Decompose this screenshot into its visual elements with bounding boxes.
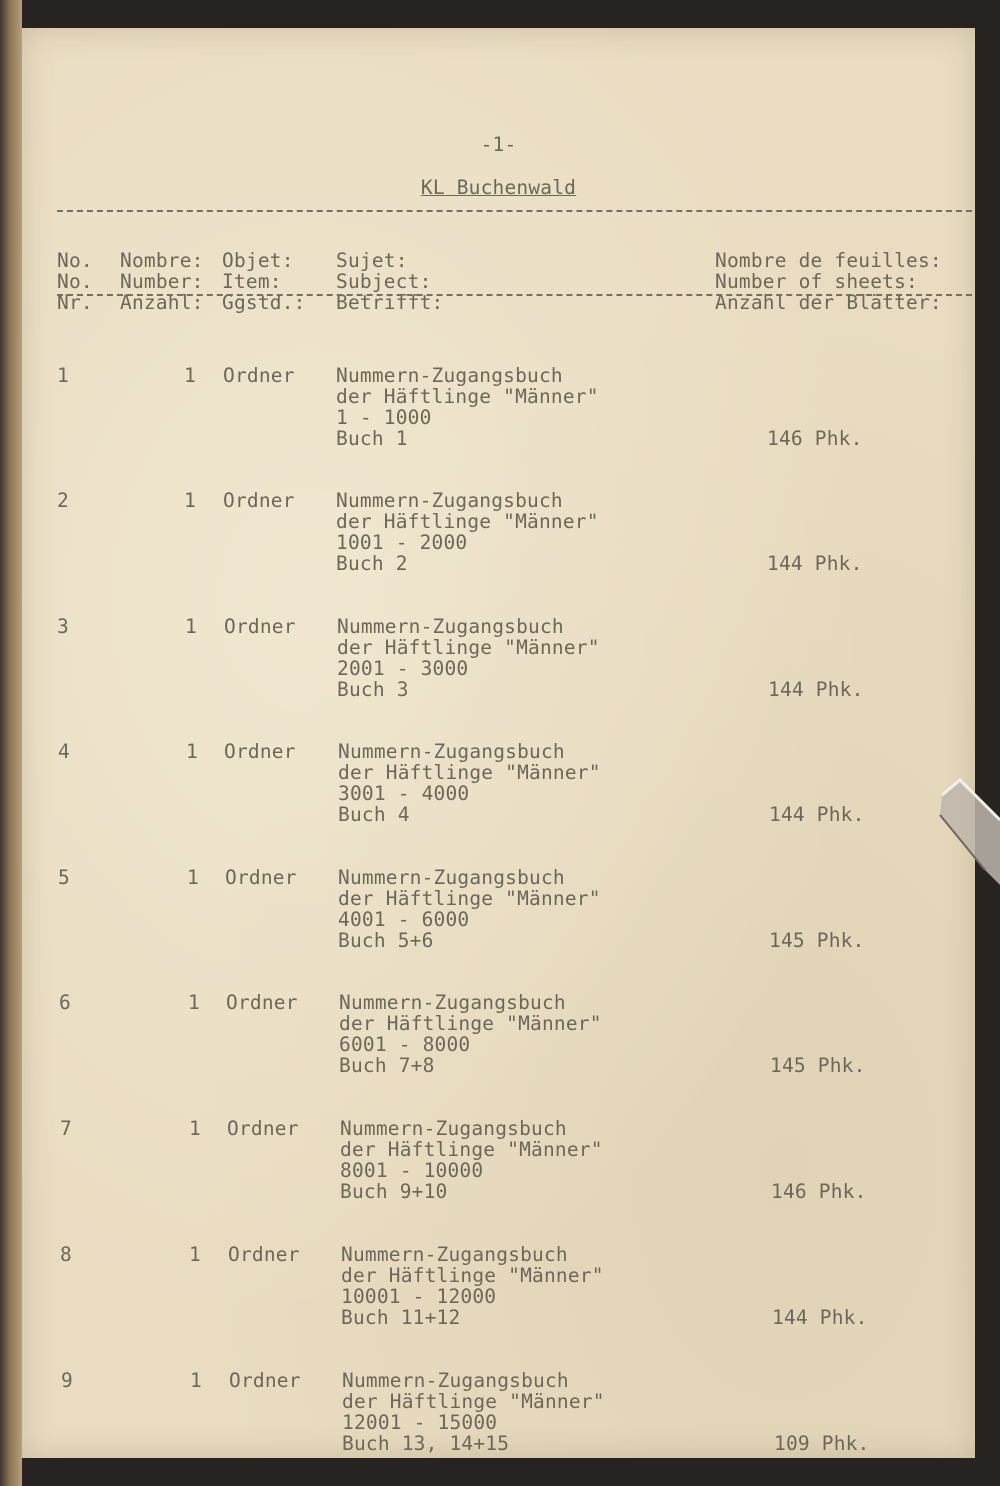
row-subject-line: Buch 1 [336, 427, 408, 450]
row-count: 1 [189, 1117, 201, 1140]
row-subject-line: Nummern-Zugangsbuch [336, 489, 563, 512]
row-subject-line: Nummern-Zugangsbuch [341, 1243, 568, 1266]
row-item: Ordner [225, 866, 297, 889]
row-sheets: 146 Phk. [767, 427, 863, 450]
row-subject-line: 1 - 1000 [336, 406, 432, 429]
row-count: 1 [184, 489, 196, 512]
header-count-en: Number: [120, 270, 204, 293]
row-item: Ordner [223, 364, 295, 387]
row-subject-line: der Häftlinge "Männer" [339, 1012, 602, 1035]
row-subject-line: Buch 13, 14+15 [342, 1432, 510, 1455]
row-no: 5 [58, 866, 70, 889]
header-sheets-en: Number of sheets: [715, 270, 918, 293]
header-subject-fr: Sujet: [336, 249, 408, 272]
row-sheets: 144 Phk. [768, 678, 864, 701]
row-subject-line: Buch 3 [337, 678, 409, 701]
row-no: 6 [59, 991, 71, 1014]
document-title: KL Buchenwald [420, 176, 577, 199]
header-top-rule [57, 210, 972, 212]
row-subject-line: Nummern-Zugangsbuch [339, 991, 566, 1014]
row-count: 1 [188, 991, 200, 1014]
row-no: 2 [57, 489, 69, 512]
row-subject-line: der Häftlinge "Männer" [338, 761, 601, 784]
row-subject-line: Nummern-Zugangsbuch [337, 615, 564, 638]
header-subject-en: Subject: [336, 270, 432, 293]
document-page [22, 28, 975, 1458]
row-item: Ordner [223, 489, 295, 512]
row-subject-line: 10001 - 12000 [341, 1285, 497, 1308]
row-item: Ordner [224, 615, 296, 638]
row-sheets: 146 Phk. [771, 1180, 867, 1203]
row-subject-line: der Häftlinge "Männer" [338, 887, 601, 910]
header-no-de: Nr. [57, 291, 93, 314]
row-subject-line: der Häftlinge "Männer" [341, 1264, 604, 1287]
book-binding-edge [0, 0, 22, 1486]
row-item: Ordner [228, 1243, 300, 1266]
row-count: 1 [184, 364, 196, 387]
row-subject-line: Buch 7+8 [339, 1054, 435, 1077]
row-sheets: 145 Phk. [770, 1054, 866, 1077]
row-item: Ordner [226, 991, 298, 1014]
row-sheets: 144 Phk. [772, 1306, 868, 1329]
row-no: 7 [60, 1117, 72, 1140]
row-sheets: 144 Phk. [769, 803, 865, 826]
row-subject-line: Nummern-Zugangsbuch [338, 866, 565, 889]
row-subject-line: 4001 - 6000 [338, 908, 470, 931]
row-subject-line: 3001 - 4000 [338, 782, 470, 805]
row-count: 1 [187, 866, 199, 889]
row-no: 1 [57, 364, 69, 387]
row-subject-line: Buch 2 [336, 552, 408, 575]
row-subject-line: der Häftlinge "Männer" [340, 1138, 603, 1161]
row-subject-line: 6001 - 8000 [339, 1033, 471, 1056]
header-no-en: No. [57, 270, 93, 293]
row-count: 1 [186, 740, 198, 763]
header-bottom-rule [57, 294, 972, 296]
row-no: 9 [61, 1369, 73, 1392]
row-count: 1 [190, 1369, 202, 1392]
header-item-fr: Objet: [222, 249, 294, 272]
header-count-de: Anzahl: [120, 291, 204, 314]
row-count: 1 [185, 615, 197, 638]
row-item: Ordner [227, 1117, 299, 1140]
row-no: 3 [57, 615, 69, 638]
row-subject-line: Nummern-Zugangsbuch [340, 1117, 567, 1140]
row-subject-line: der Häftlinge "Männer" [336, 385, 599, 408]
row-no: 4 [58, 740, 70, 763]
header-item-en: Item: [222, 270, 282, 293]
row-subject-line: Buch 9+10 [340, 1180, 448, 1203]
row-subject-line: 2001 - 3000 [337, 657, 469, 680]
row-sheets: 109 Phk. [774, 1432, 870, 1455]
header-count-fr: Nombre: [120, 249, 204, 272]
row-subject-line: Nummern-Zugangsbuch [338, 740, 565, 763]
row-count: 1 [189, 1243, 201, 1266]
header-sheets-de: Anzahl der Blätter: [715, 291, 942, 314]
header-subject-de: Betrifft: [336, 291, 444, 314]
paper-clip-icon [930, 775, 1000, 885]
row-item: Ordner [229, 1369, 301, 1392]
row-item: Ordner [224, 740, 296, 763]
row-subject-line: der Häftlinge "Männer" [342, 1390, 605, 1413]
row-subject-line: der Häftlinge "Männer" [336, 510, 599, 533]
row-sheets: 145 Phk. [769, 929, 865, 952]
header-sheets-fr: Nombre de feuilles: [715, 249, 942, 272]
row-subject-line: Buch 11+12 [341, 1306, 461, 1329]
row-subject-line: 1001 - 2000 [336, 531, 468, 554]
row-subject-line: Nummern-Zugangsbuch [336, 364, 563, 387]
row-subject-line: Nummern-Zugangsbuch [342, 1369, 569, 1392]
row-subject-line: Buch 5+6 [338, 929, 434, 952]
row-subject-line: der Häftlinge "Männer" [337, 636, 600, 659]
row-subject-line: 12001 - 15000 [342, 1411, 498, 1434]
row-subject-line: 8001 - 10000 [340, 1159, 484, 1182]
row-no: 8 [60, 1243, 72, 1266]
row-subject-line: Buch 4 [338, 803, 410, 826]
row-sheets: 144 Phk. [767, 552, 863, 575]
page-number: -1- [480, 133, 517, 156]
header-no-fr: No. [57, 249, 93, 272]
header-item-de: Ggstd.: [222, 291, 306, 314]
